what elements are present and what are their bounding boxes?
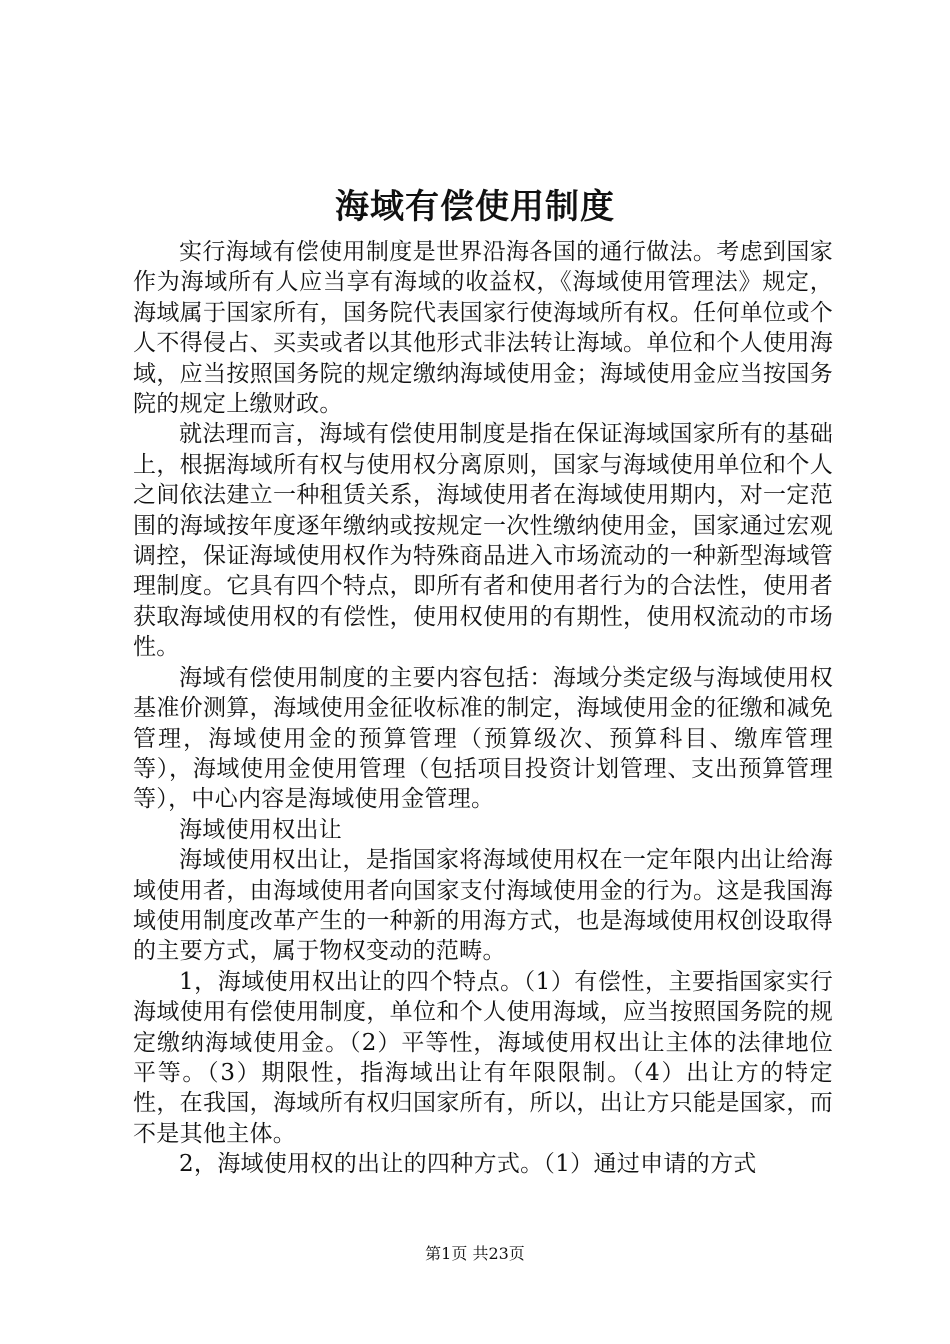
paragraph: 实行海域有偿使用制度是世界沿海各国的通行做法。考虑到国家作为海域所有人应当享有海域的收益权，《海域使用管理法》规定，海域属于国家所有，国务院代表国家行使海域所有权。任何单位或个人不得侵占、买卖或者以其他形式非法转让海域。单位和个人使用海域，应当按照国务院的规定缴纳海域使用金；海域使用金应当按国务院的规定上缴财政。 [133,239,833,418]
paragraph: 就法理而言，海域有偿使用制度是指在保证海域国家所有的基础上，根据海域所有权与使用权分离原则，国家与海域使用单位和个人之间依法建立一种租赁关系，海域使用者在海域使用期内，对一定范围的海域按年度逐年缴纳或按规定一次性缴纳使用金，国家通过宏观调控，保证海域使用权作为特殊商品进入市场流动的一种新型海域管理制度。它具有四个特点，即所有者和使用者行为的合法性，使用者获取海域使用权的有偿性，使用权使用的有期性，使用权流动的市场性。 [133,421,833,661]
paragraph: 1，海域使用权出让的四个特点。（1）有偿性，主要指国家实行海域使用有偿使用制度，单位和个人使用海域，应当按照国务院的规定缴纳海域使用金。（2）平等性，海域使用权出让主体的法律地位平等。（3）期限性，指海域出让有年限限制。（4）出让方的特定性，在我国，海域所有权归国家所有，所以，出让方只能是国家，而不是其他主体。 [133,968,833,1147]
section-heading: 海域使用权出让 [179,816,343,843]
page-number-footer: 第1页 共23页 [425,1244,525,1263]
paragraph: 海域有偿使用制度的主要内容包括：海域分类定级与海域使用权基准价测算，海域使用金征收标准的制定，海域使用金的征缴和减免管理，海域使用金的预算管理（预算级次、预算科目、缴库管理等），海域使用金使用管理（包括项目投资计划管理、支出预算管理等），中心内容是海域使用金管理。 [133,664,833,813]
paragraph: 海域使用权出让，是指国家将海域使用权在一定年限内出让给海域使用者，由海域使用者向国家支付海域使用金的行为。这是我国海域使用制度改革产生的一种新的用海方式，也是海域使用权创设取得的主要方式，属于物权变动的范畴。 [133,847,833,965]
document-body [133,237,833,1180]
document-title: 海域有偿使用制度 [335,187,615,227]
paragraph: 2，海域使用权的出让的四种方式。（1）通过申请的方式 [179,1151,757,1178]
